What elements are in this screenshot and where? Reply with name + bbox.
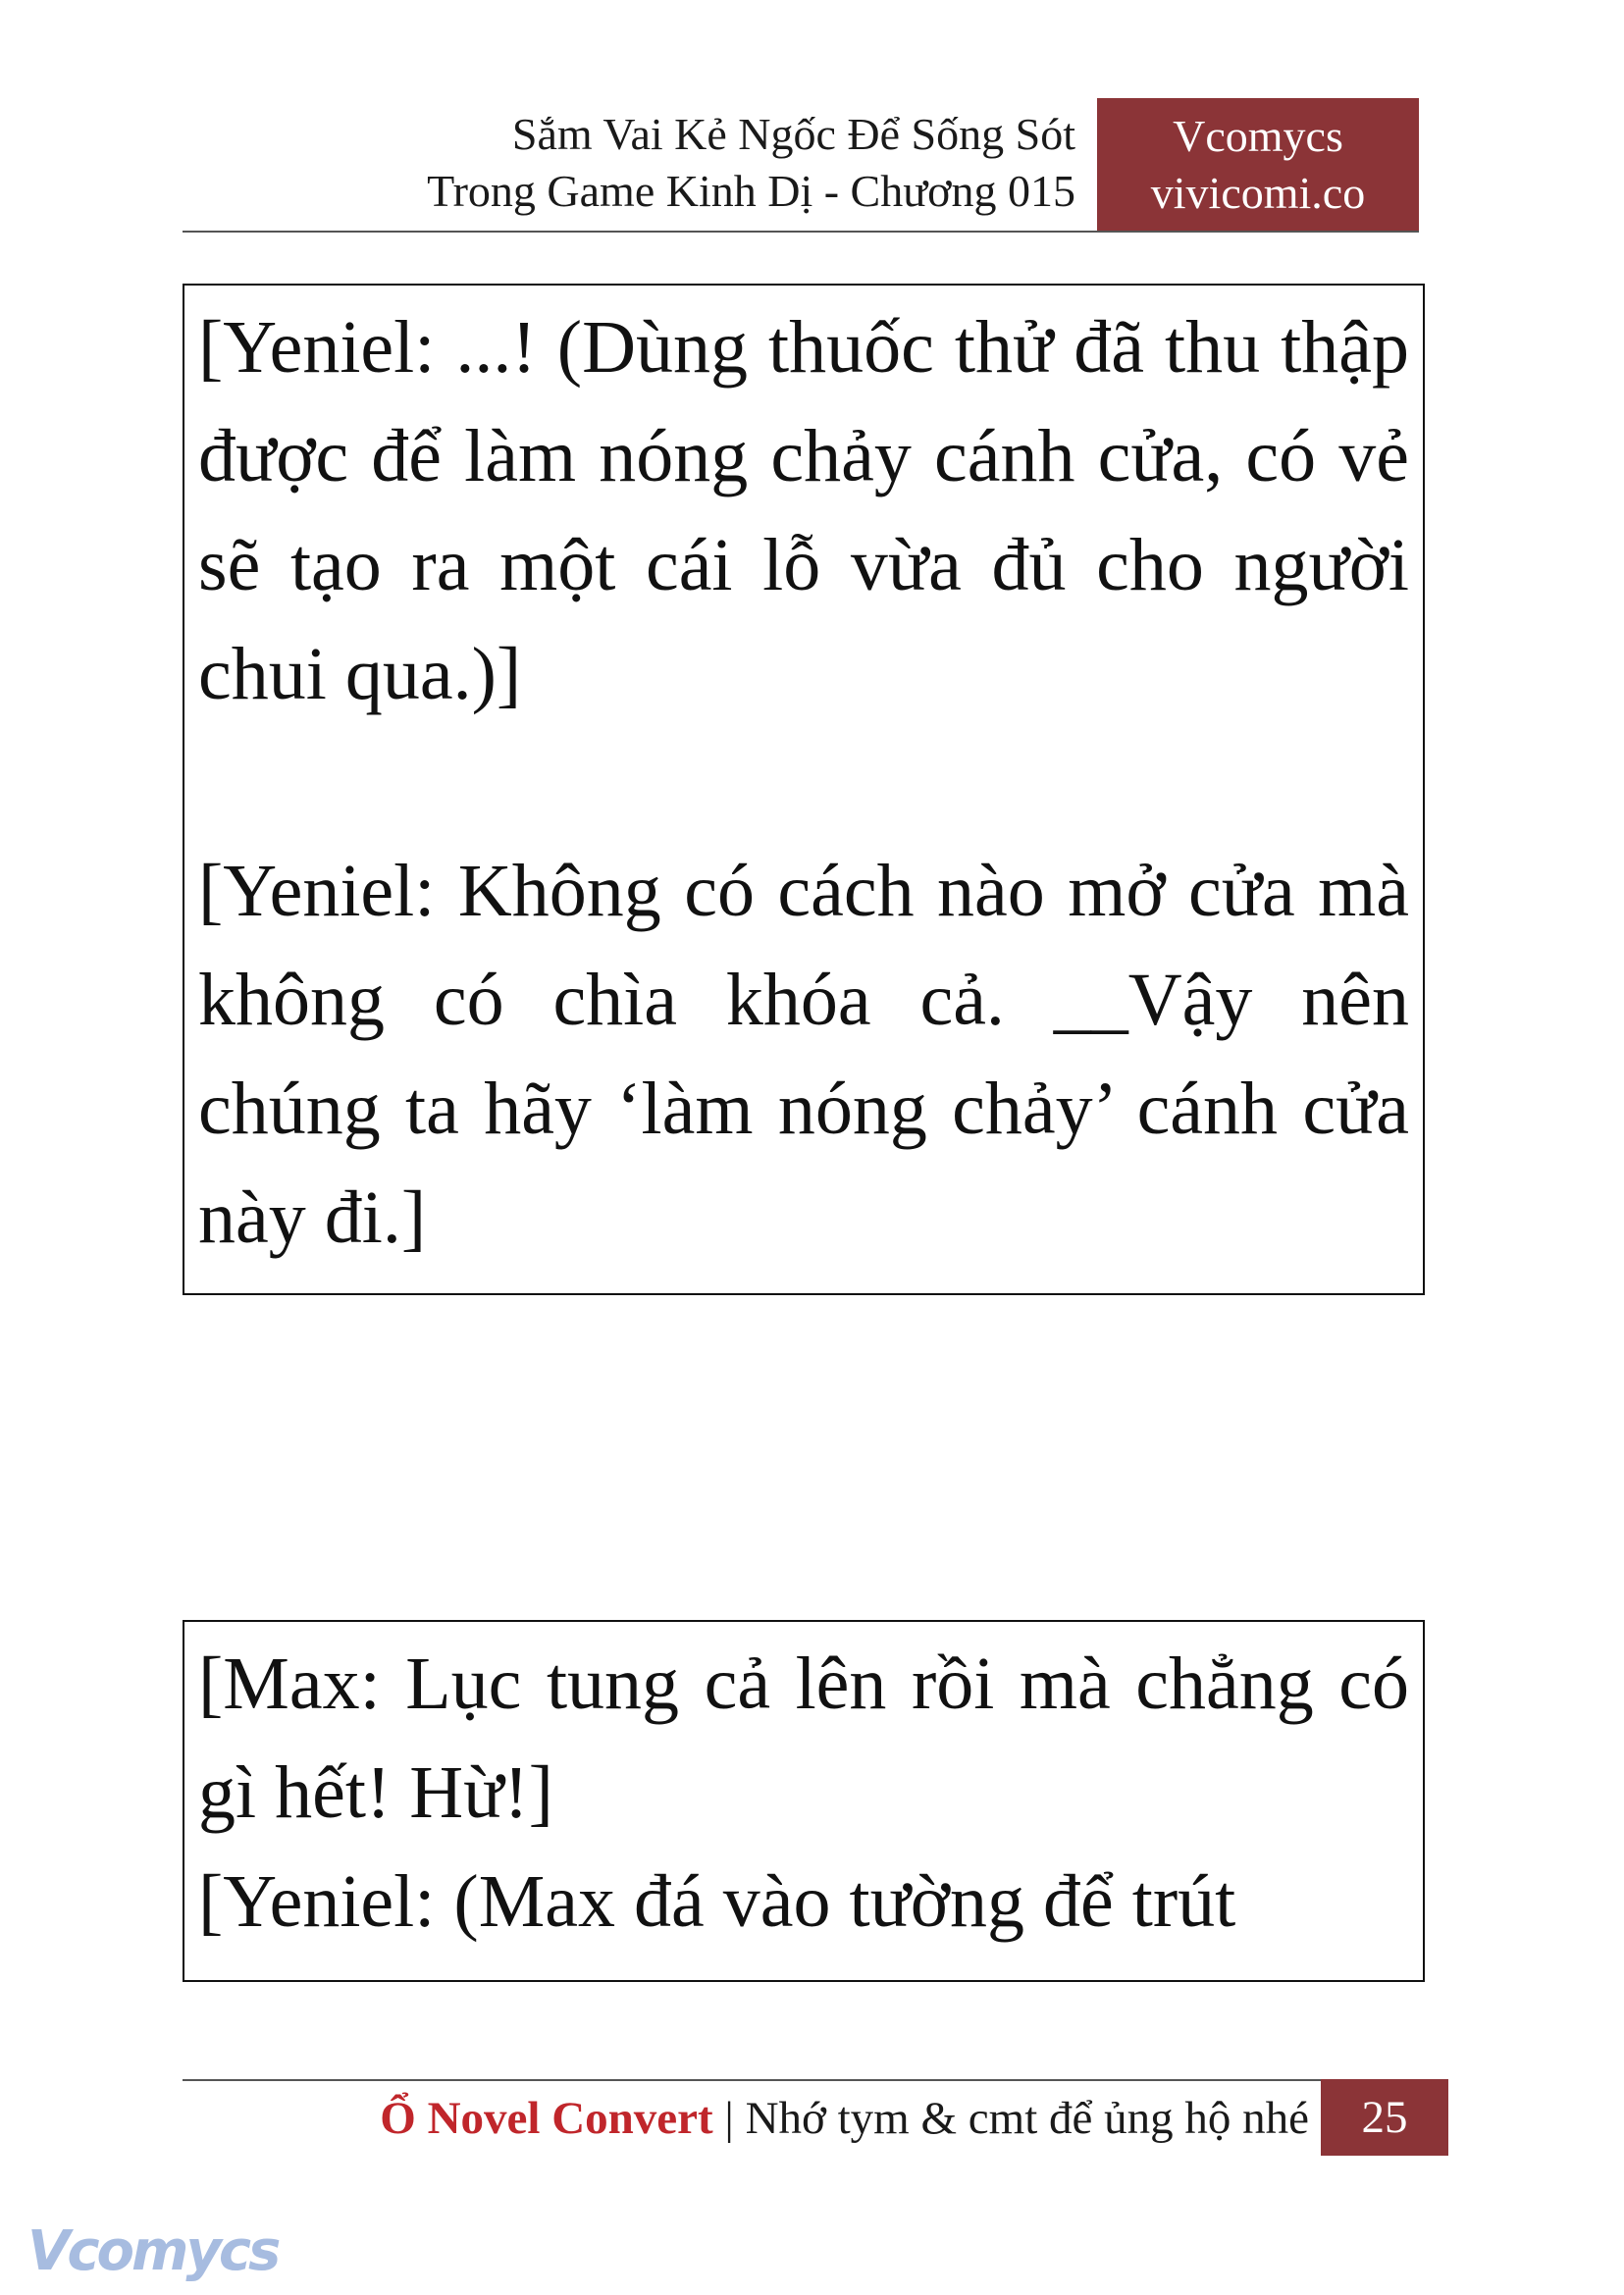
brand-site: vivicomi.co bbox=[1150, 168, 1366, 218]
paragraph-3: [Max: Lục tung cả lên rồi mà chẳng có gì hết! Hừ!] bbox=[198, 1643, 1409, 1834]
footer-brand: Ổ Novel Convert bbox=[380, 2093, 713, 2144]
footer-message: Nhớ tym & cmt để ủng hộ nhé bbox=[745, 2093, 1309, 2144]
chapter-title bbox=[183, 106, 1075, 220]
paragraph-4: [Yeniel: (Max đá vào tường để trút bbox=[198, 1860, 1236, 1943]
header-divider bbox=[183, 231, 1419, 233]
chapter-title-line-2: Trong Game Kinh Dị - Chương 015 bbox=[427, 166, 1075, 216]
watermark-logo: Vcomycs bbox=[27, 2219, 279, 2283]
footer-divider bbox=[183, 2079, 1321, 2081]
text-box-2 bbox=[183, 1620, 1425, 1982]
paragraph-2: [Yeniel: Không có cách nào mở cửa mà không có chìa khóa cả. __Vậy nên chúng ta hãy ‘làm nóng chảy’ cánh cửa này đi.] bbox=[198, 850, 1409, 1259]
footer-separator: | bbox=[712, 2093, 746, 2144]
text-box-1 bbox=[183, 284, 1425, 1295]
brand-name: Vcomycs bbox=[1173, 111, 1343, 161]
chapter-title-line-1: Sắm Vai Kẻ Ngốc Để Sống Sót bbox=[511, 109, 1075, 159]
footer-caption bbox=[183, 2090, 1309, 2147]
brand-badge bbox=[1097, 98, 1419, 232]
page-number: 25 bbox=[1321, 2079, 1448, 2156]
paragraph-1: [Yeniel: ...! (Dùng thuốc thử đã thu thập được để làm nóng chảy cánh cửa, có vẻ sẽ tạo ra một cái lỗ vừa đủ cho người chui qua.)] bbox=[198, 306, 1409, 715]
